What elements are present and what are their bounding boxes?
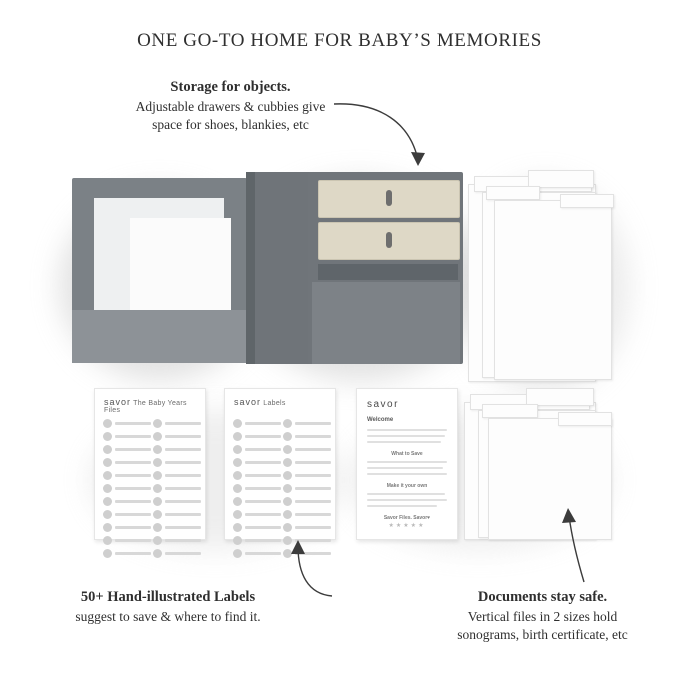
- label-illustration-icon: [103, 445, 112, 454]
- label-illustration-icon: [283, 458, 292, 467]
- drawer-bottom: [318, 222, 460, 260]
- label-name-text: [245, 448, 281, 451]
- product-photo: [60, 160, 620, 560]
- label-name-text: [115, 526, 151, 529]
- label-row: [153, 508, 201, 521]
- label-illustration-icon: [233, 510, 242, 519]
- label-row: [283, 534, 331, 547]
- folder-tab: [486, 186, 540, 200]
- label-illustration-icon: [153, 471, 162, 480]
- label-name-text: [115, 513, 151, 516]
- annotation-documents-line2: sonograms, birth certificate, etc: [457, 626, 628, 642]
- label-row: [153, 469, 201, 482]
- annotation-storage-lead: Storage for objects.: [170, 79, 291, 95]
- label-name-text: [245, 474, 281, 477]
- label-illustration-icon: [103, 458, 112, 467]
- label-row: [283, 417, 331, 430]
- label-name-text: [115, 435, 151, 438]
- annotation-documents: [420, 588, 665, 644]
- label-name-text: [245, 435, 281, 438]
- label-row: [233, 508, 281, 521]
- label-illustration-icon: [103, 523, 112, 532]
- sheet-2-title: Labels: [263, 400, 286, 407]
- welcome-title: Welcome: [367, 417, 394, 423]
- label-illustration-icon: [233, 536, 242, 545]
- label-row: [233, 534, 281, 547]
- welcome-section-2: Make it your own: [386, 483, 428, 489]
- label-name-text: [165, 487, 201, 490]
- label-row: [103, 443, 151, 456]
- label-row: [233, 482, 281, 495]
- label-illustration-icon: [103, 432, 112, 441]
- label-name-text: [245, 539, 281, 542]
- label-name-text: [295, 513, 331, 516]
- label-column: [103, 417, 151, 560]
- folder-tab: [560, 194, 614, 208]
- folder-tab: [482, 404, 538, 418]
- label-row: [103, 430, 151, 443]
- label-illustration-icon: [283, 445, 292, 454]
- label-name-text: [165, 448, 201, 451]
- label-illustration-icon: [283, 510, 292, 519]
- label-illustration-icon: [153, 523, 162, 532]
- label-row: [233, 443, 281, 456]
- label-name-text: [115, 461, 151, 464]
- label-sheet-1: [94, 388, 206, 540]
- label-name-text: [165, 461, 201, 464]
- label-illustration-icon: [153, 510, 162, 519]
- label-name-text: [165, 552, 201, 555]
- label-name-text: [115, 487, 151, 490]
- label-name-text: [295, 448, 331, 451]
- label-sheet-2: [224, 388, 336, 540]
- label-illustration-icon: [233, 419, 242, 428]
- text-line: [367, 429, 447, 431]
- welcome-card: [356, 388, 458, 540]
- label-illustration-icon: [153, 432, 162, 441]
- label-name-text: [295, 461, 331, 464]
- label-name-text: [245, 487, 281, 490]
- label-illustration-icon: [283, 536, 292, 545]
- folder-tab: [558, 412, 612, 426]
- drawer-top: [318, 180, 460, 218]
- stars-rating: ★★★★★: [388, 523, 426, 529]
- label-row: [153, 534, 201, 547]
- annotation-storage: [98, 78, 363, 134]
- label-row: [283, 482, 331, 495]
- label-row: [103, 534, 151, 547]
- annotation-documents-line1: Vertical files in 2 sizes hold: [467, 608, 618, 624]
- text-line: [367, 499, 447, 501]
- label-illustration-icon: [283, 471, 292, 480]
- label-row: [153, 521, 201, 534]
- label-name-text: [295, 435, 331, 438]
- lid-interior: [94, 198, 224, 323]
- label-name-text: [295, 539, 331, 542]
- label-name-text: [165, 500, 201, 503]
- vertical-file-folders-large: [468, 170, 616, 385]
- label-name-text: [245, 500, 281, 503]
- text-line: [367, 461, 447, 463]
- text-line: [367, 435, 445, 437]
- label-name-text: [115, 552, 151, 555]
- annotation-labels: [38, 588, 298, 626]
- label-row: [233, 521, 281, 534]
- label-row: [233, 417, 281, 430]
- brand-wordmark: savor: [367, 399, 399, 410]
- label-illustration-icon: [283, 497, 292, 506]
- label-illustration-icon: [153, 549, 162, 558]
- label-row: [103, 417, 151, 430]
- label-illustration-icon: [153, 419, 162, 428]
- label-row: [283, 495, 331, 508]
- label-column: [283, 417, 331, 560]
- sheet-2-header: [234, 397, 286, 407]
- label-illustration-icon: [153, 445, 162, 454]
- label-row: [103, 456, 151, 469]
- label-row: [233, 456, 281, 469]
- label-name-text: [115, 422, 151, 425]
- brand-wordmark: savor: [104, 397, 132, 407]
- label-name-text: [165, 513, 201, 516]
- label-row: [153, 443, 201, 456]
- folder: [494, 200, 612, 380]
- label-name-text: [115, 474, 151, 477]
- label-column: [153, 417, 201, 560]
- label-illustration-icon: [283, 419, 292, 428]
- label-name-text: [115, 448, 151, 451]
- label-name-text: [165, 474, 201, 477]
- label-row: [103, 495, 151, 508]
- label-row: [153, 495, 201, 508]
- label-column: [233, 417, 281, 560]
- label-illustration-icon: [153, 458, 162, 467]
- annotation-storage-line2: space for shoes, blankies, etc: [152, 116, 309, 132]
- page-title: ONE GO-TO HOME FOR BABY’S MEMORIES: [137, 30, 542, 51]
- welcome-footer: Savor Files. Savor♥: [383, 515, 431, 521]
- label-illustration-icon: [103, 497, 112, 506]
- annotation-documents-lead: Documents stay safe.: [477, 589, 608, 605]
- label-illustration-icon: [153, 484, 162, 493]
- label-name-text: [295, 474, 331, 477]
- label-illustration-icon: [103, 484, 112, 493]
- label-illustration-icon: [103, 536, 112, 545]
- drawer-handle-icon: [386, 190, 392, 206]
- label-illustration-icon: [153, 536, 162, 545]
- drawer-unit-front-panel: [312, 282, 460, 364]
- welcome-section-1: What to Save: [391, 451, 423, 457]
- label-name-text: [115, 539, 151, 542]
- label-row: [283, 456, 331, 469]
- label-row: [283, 430, 331, 443]
- drawer-handle-icon: [386, 232, 392, 248]
- vertical-file-folders-small: [464, 388, 614, 538]
- label-row: [233, 495, 281, 508]
- label-row: [283, 521, 331, 534]
- label-row: [153, 547, 201, 560]
- label-name-text: [245, 461, 281, 464]
- label-name-text: [295, 500, 331, 503]
- text-line: [367, 467, 443, 469]
- text-line: [367, 441, 441, 443]
- label-row: [283, 547, 331, 560]
- label-name-text: [115, 500, 151, 503]
- annotation-labels-lead: 50+ Hand-illustrated Labels: [80, 589, 256, 605]
- brand-wordmark: savor: [234, 397, 262, 407]
- label-illustration-icon: [283, 523, 292, 532]
- text-line: [367, 505, 437, 507]
- label-row: [103, 469, 151, 482]
- label-row: [283, 508, 331, 521]
- label-name-text: [165, 539, 201, 542]
- drawer-empty-slot: [318, 264, 458, 280]
- label-row: [103, 508, 151, 521]
- label-name-text: [295, 487, 331, 490]
- label-row: [283, 469, 331, 482]
- annotation-labels-line1: suggest to save & where to find it.: [75, 608, 261, 624]
- label-name-text: [245, 513, 281, 516]
- label-illustration-icon: [233, 484, 242, 493]
- label-row: [153, 417, 201, 430]
- label-illustration-icon: [103, 471, 112, 480]
- label-name-text: [295, 422, 331, 425]
- label-name-text: [295, 526, 331, 529]
- label-row: [233, 547, 281, 560]
- label-row: [103, 521, 151, 534]
- label-row: [233, 469, 281, 482]
- label-row: [153, 430, 201, 443]
- label-row: [153, 482, 201, 495]
- label-name-text: [245, 422, 281, 425]
- label-illustration-icon: [233, 432, 242, 441]
- label-illustration-icon: [153, 497, 162, 506]
- folder: [488, 418, 612, 540]
- label-illustration-icon: [103, 510, 112, 519]
- lid-front-panel: [72, 310, 247, 363]
- label-illustration-icon: [233, 549, 242, 558]
- sheet-1-title: The Baby Years Files: [104, 400, 187, 414]
- label-name-text: [245, 552, 281, 555]
- sheet-1-header: [104, 397, 205, 414]
- label-illustration-icon: [103, 549, 112, 558]
- text-line: [367, 473, 447, 475]
- label-illustration-icon: [103, 419, 112, 428]
- label-illustration-icon: [283, 432, 292, 441]
- annotation-storage-line1: Adjustable drawers & cubbies give: [135, 98, 326, 114]
- text-line: [367, 493, 445, 495]
- label-illustration-icon: [233, 445, 242, 454]
- label-illustration-icon: [283, 549, 292, 558]
- label-illustration-icon: [233, 458, 242, 467]
- label-name-text: [165, 526, 201, 529]
- label-illustration-icon: [233, 497, 242, 506]
- label-row: [103, 482, 151, 495]
- label-name-text: [295, 552, 331, 555]
- label-name-text: [165, 435, 201, 438]
- label-row: [283, 443, 331, 456]
- label-row: [103, 547, 151, 560]
- label-illustration-icon: [283, 484, 292, 493]
- label-illustration-icon: [233, 523, 242, 532]
- box-middle-edge: [246, 172, 255, 364]
- label-name-text: [165, 422, 201, 425]
- label-row: [153, 456, 201, 469]
- label-row: [233, 430, 281, 443]
- label-name-text: [245, 526, 281, 529]
- label-illustration-icon: [233, 471, 242, 480]
